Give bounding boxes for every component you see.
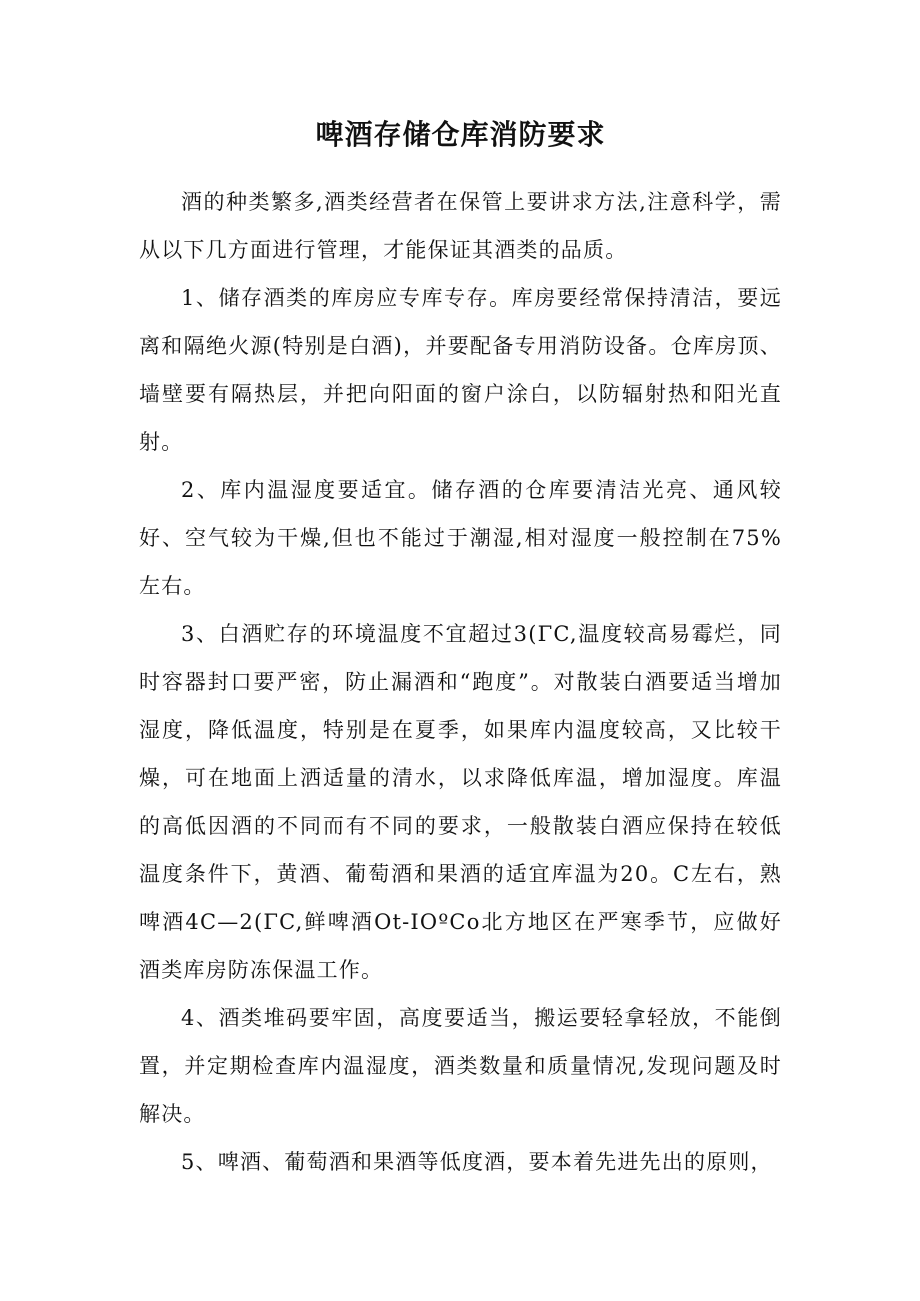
paragraph-item-4: 4、酒类堆码要牢固，高度要适当，搬运要轻拿轻放，不能倒置，并定期检查库内温湿度，酒类数量和质量情况,发现问题及时解决。 — [139, 1006, 782, 1126]
paragraph-item-1: 1、储存酒类的库房应专库专存。库房要经常保持清洁，要远离和隔绝火源(特别是白酒)，并要配备专用消防设备。仓库房顶、墙壁要有隔热层，并把向阳面的窗户涂白，以防辐射热和阳光直射。 — [139, 286, 782, 454]
paragraph-item-2: 2、库内温湿度要适宜。储存酒的仓库要清洁光亮、通风较好、空气较为干燥,但也不能过于潮湿,相对湿度一般控制在75%左右。 — [139, 478, 782, 598]
paragraph-intro: 酒的种类繁多,酒类经营者在保管上要讲求方法,注意科学，需从以下几方面进行管理，才能保证其酒类的品质。 — [139, 190, 782, 262]
paragraph-item-5: 5、啤酒、葡萄酒和果酒等低度酒，要本着先进先出的原则， — [181, 1150, 773, 1174]
document-title: 啤酒存储仓库消防要求 — [315, 118, 606, 151]
paragraph-item-3: 3、白酒贮存的环境温度不宜超过3(ΓC,温度较高易霉烂，同时容器封口要严密，防止漏酒和“跑度”。对散装白酒要适当增加湿度，降低温度，特别是在夏季，如果库内温度较高，又比较干燥，可在地面上洒适量的清水，以求降低库温，增加湿度。库温的高低因酒的不同而有不同的要求，一般散装白酒应保持在较低温度条件下，黄酒、葡萄酒和果酒的适宜库温为20。C左右，熟啤酒4C—2(ΓC,鲜啤酒Ot-IOºCo北方地区在严寒季节，应做好酒类库房防冻保温工作。 — [139, 622, 782, 982]
